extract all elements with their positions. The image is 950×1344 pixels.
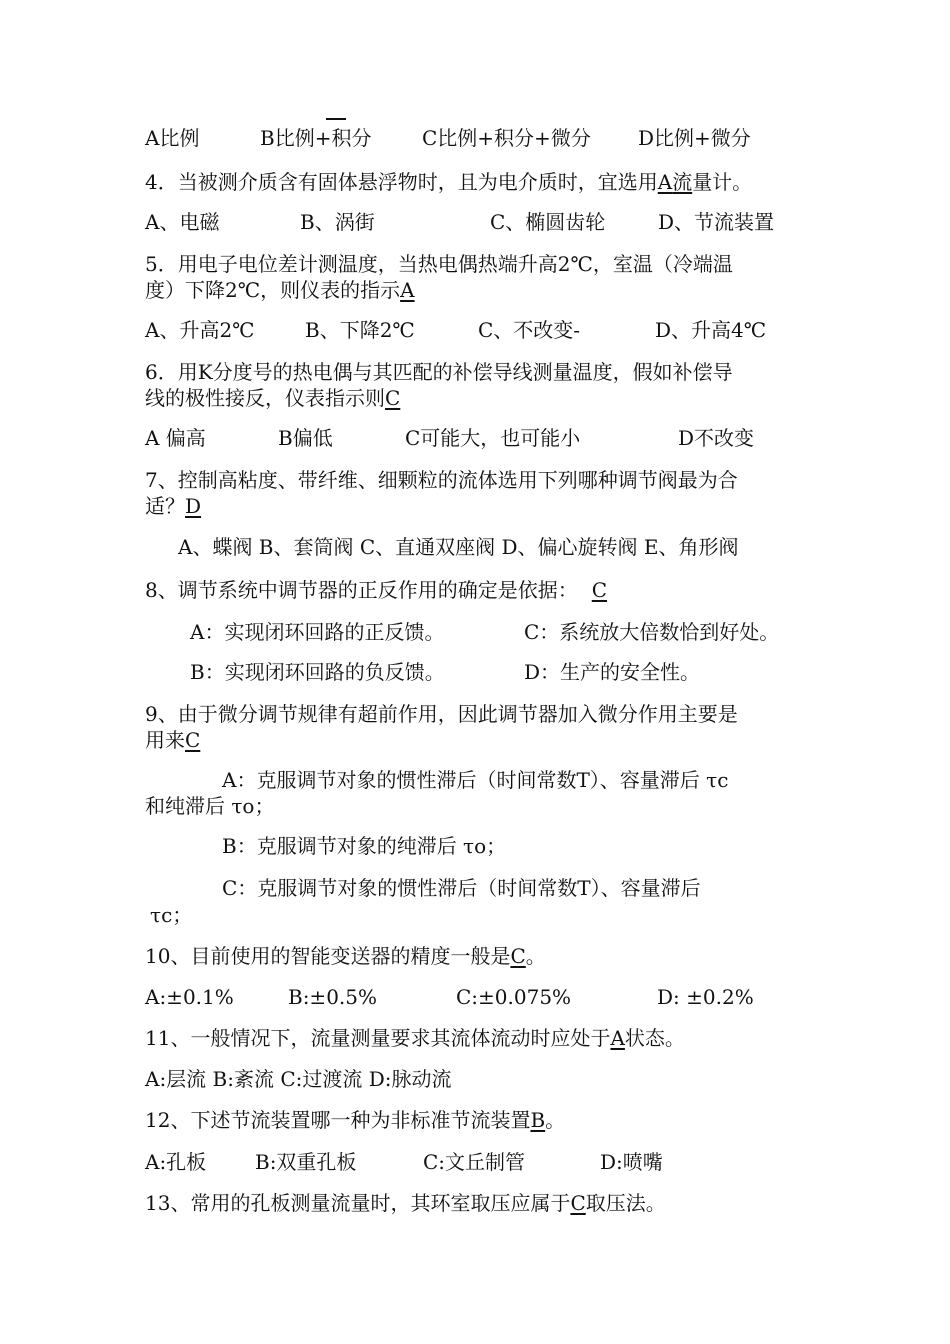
q4-option-a: A、电磁 [145,210,220,234]
q4-option-d: D、节流装置 [658,210,775,234]
question-7-line2: 适？D [145,494,202,518]
q9-option-a-line1: A：克服调节对象的惯性滞后（时间常数T）、容量滞后 τc [222,768,729,792]
question-4: 4．当被测介质含有固体悬浮物时，且为电介质时，宜选用A流量计。 [145,170,753,194]
q8-option-b: B：实现闭环回路的负反馈。 [190,660,445,684]
q6-option-a: A 偏高 [145,426,206,450]
q9-option-b: B：克服调节对象的纯滞后 τo； [222,834,507,858]
q3-option-b: B比例+积分 [260,126,372,150]
q6-option-d: D不改变 [678,426,755,450]
q10-option-c: C:±0.075% [456,985,572,1009]
question-7-line1: 7、控制高粘度、带纤维、细颗粒的流体选用下列哪种调节阀最为合 [145,468,738,492]
question-6-line2: 线的极性接反，仪表指示则C [145,386,401,410]
q7-options: A、蝶阀 B、套筒阀 C、直通双座阀 D、偏心旋转阀 E、角形阀 [178,535,739,559]
q10-option-b: B:±0.5% [288,985,378,1009]
answer-6: C [385,386,401,410]
q4-option-c: C、椭圆齿轮 [490,210,606,234]
q5-option-a: A、升高2℃ [145,318,255,342]
q5-option-c: C、不改变- [478,318,581,342]
q5-option-b: B、下降2℃ [305,318,415,342]
answer-7: D [185,494,202,518]
q9-option-c-line1: C：克服调节对象的惯性滞后（时间常数T）、容量滞后 [222,876,701,900]
q8-option-d: D：生产的安全性。 [524,660,701,684]
q5-option-d: D、升高4℃ [655,318,767,342]
q10-option-a: A:±0.1% [145,985,234,1009]
question-11: 11、一般情况下，流量测量要求其流体流动时应处于A状态。 [145,1026,685,1050]
q11-options: A:层流 B:紊流 C:过渡流 D:脉动流 [145,1067,452,1091]
q12-option-a: A:孔板 [145,1150,207,1174]
question-8: 8、调节系统中调节器的正反作用的确定是依据： C [145,578,608,602]
answer-5: A [400,278,415,302]
question-10: 10、目前使用的智能变送器的精度一般是C。 [145,944,546,968]
q8-option-a: A：实现闭环回路的正反馈。 [190,620,445,644]
answer-8: C [591,578,608,602]
q9-option-c-line2: τc； [150,903,193,927]
question-13: 13、常用的孔板测量流量时，其环室取压应属于C取压法。 [145,1191,666,1215]
answer-13: C [570,1191,586,1215]
q6-option-c: C可能大，也可能小 [405,426,581,450]
q10-option-d: D: ±0.2% [657,985,754,1009]
q12-option-b: B:双重孔板 [255,1150,357,1174]
question-9-line2: 用来C [145,728,201,752]
q3-option-a: A比例 [145,126,200,150]
q4-option-b: B、涡街 [300,210,375,234]
q6-option-b: B偏低 [278,426,333,450]
question-9-line1: 9、由于微分调节规律有超前作用，因此调节器加入微分作用主要是 [145,702,738,726]
question-12: 12、下述节流装置哪一种为非标准节流装置B。 [145,1108,566,1132]
overline-mark [326,118,346,120]
question-6-line1: 6．用K分度号的热电偶与其匹配的补偿导线测量温度，假如补偿导 [145,360,733,384]
q9-option-a-line2: 和纯滞后 τo； [145,794,275,818]
q12-option-c: C:文丘制管 [423,1150,526,1174]
answer-12: B [530,1108,546,1132]
q3-option-c: C比例+积分+微分 [422,126,591,150]
answer-4: A [657,170,673,194]
answer-11: A [610,1026,625,1050]
answer-10: C [510,944,526,968]
q12-option-d: D:喷嘴 [600,1150,663,1174]
q3-option-d: D比例+微分 [638,126,751,150]
q8-option-c: C：系统放大倍数恰到好处。 [524,620,780,644]
question-5-line1: 5．用电子电位差计测温度，当热电偶热端升高2℃，室温（冷端温 [145,252,733,276]
question-5-line2: 度）下降2℃，则仪表的指示A [145,278,415,302]
answer-9: C [185,728,201,752]
